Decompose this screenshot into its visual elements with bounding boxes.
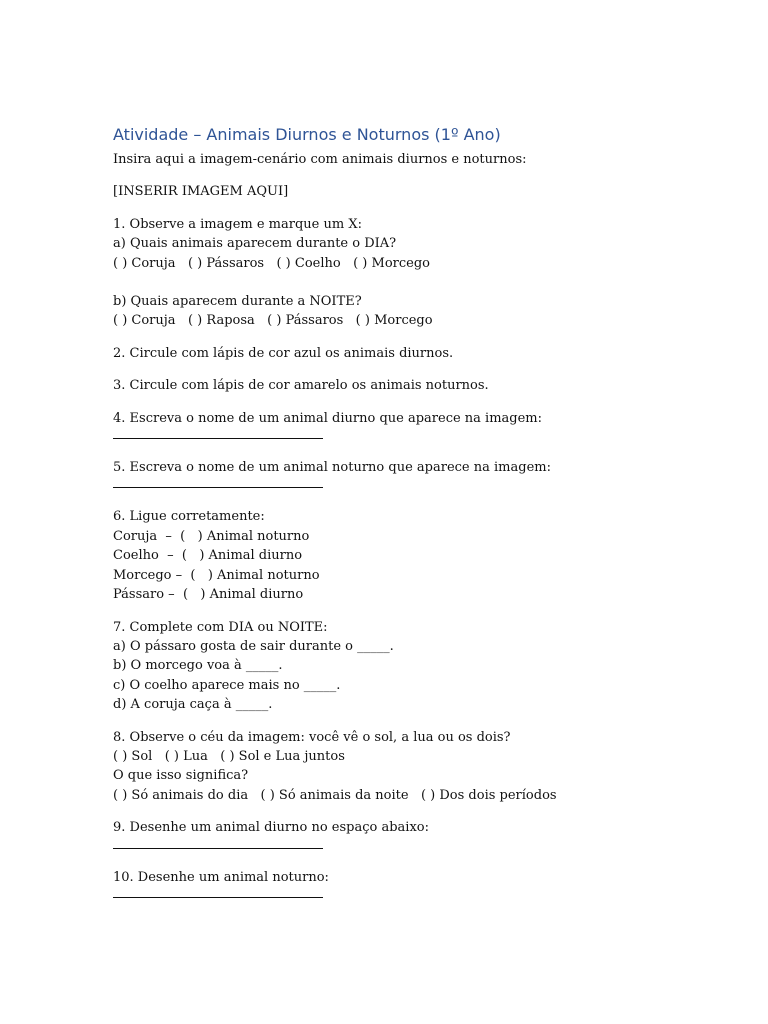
answer-line-9[interactable]	[113, 838, 323, 849]
question-6-pair: Morcego – ( ) Animal noturno	[113, 567, 320, 583]
question-7-item: a) O pássaro gosta de sair durante o _____.	[113, 638, 394, 654]
question-7-prompt: 7. Complete com DIA ou NOITE:	[113, 619, 328, 635]
question-4: 4. Escreva o nome de um animal diurno que aparece na imagem:	[113, 410, 543, 426]
question-1a-options: ( ) Coruja ( ) Pássaros ( ) Coelho ( ) Morcego	[113, 255, 430, 271]
question-5: 5. Escreva o nome de um animal noturno que aparece na imagem:	[113, 460, 551, 476]
question-1-prompt: 1. Observe a imagem e marque um X:	[113, 216, 362, 232]
question-1b-options: ( ) Coruja ( ) Raposa ( ) Pássaros ( ) Morcego	[113, 313, 433, 329]
question-6-prompt: 6. Ligue corretamente:	[113, 509, 265, 525]
question-10: 10. Desenhe um animal noturno:	[113, 869, 329, 885]
question-8-follow-options: ( ) Só animais do dia ( ) Só animais da noite ( ) Dos dois períodos	[113, 787, 557, 803]
question-2: 2. Circule com lápis de cor azul os animais diurnos.	[113, 345, 454, 361]
question-9: 9. Desenhe um animal diurno no espaço abaixo:	[113, 820, 429, 836]
image-placeholder: [INSERIR IMAGEM AQUI]	[113, 184, 289, 200]
answer-line-10[interactable]	[113, 887, 323, 898]
question-7-item: c) O coelho aparece mais no _____.	[113, 677, 341, 693]
intro-text: Insira aqui a imagem-cenário com animais diurnos e noturnos:	[113, 152, 527, 167]
question-7-item: d) A coruja caça à _____.	[113, 697, 273, 713]
answer-line-5[interactable]	[113, 477, 323, 488]
question-8-follow-up: O que isso significa?	[113, 768, 249, 784]
page-title: Atividade – Animais Diurnos e Noturnos (1º Ano)	[113, 125, 501, 144]
question-6-pair: Pássaro – ( ) Animal diurno	[113, 587, 304, 603]
answer-line-4[interactable]	[113, 428, 323, 439]
question-6-pair: Coruja – ( ) Animal noturno	[113, 528, 310, 544]
question-8-options: ( ) Sol ( ) Lua ( ) Sol e Lua juntos	[113, 748, 345, 764]
question-1b-prompt: b) Quais aparecem durante a NOITE?	[113, 294, 362, 310]
worksheet-page	[113, 124, 713, 904]
question-1a-prompt: a) Quais animais aparecem durante o DIA?	[113, 236, 397, 252]
question-8-prompt: 8. Observe o céu da imagem: você vê o sol, a lua ou os dois?	[113, 729, 511, 745]
question-3: 3. Circule com lápis de cor amarelo os animais noturnos.	[113, 378, 489, 394]
question-6-pair: Coelho – ( ) Animal diurno	[113, 548, 303, 564]
question-7-item: b) O morcego voa à _____.	[113, 658, 283, 674]
